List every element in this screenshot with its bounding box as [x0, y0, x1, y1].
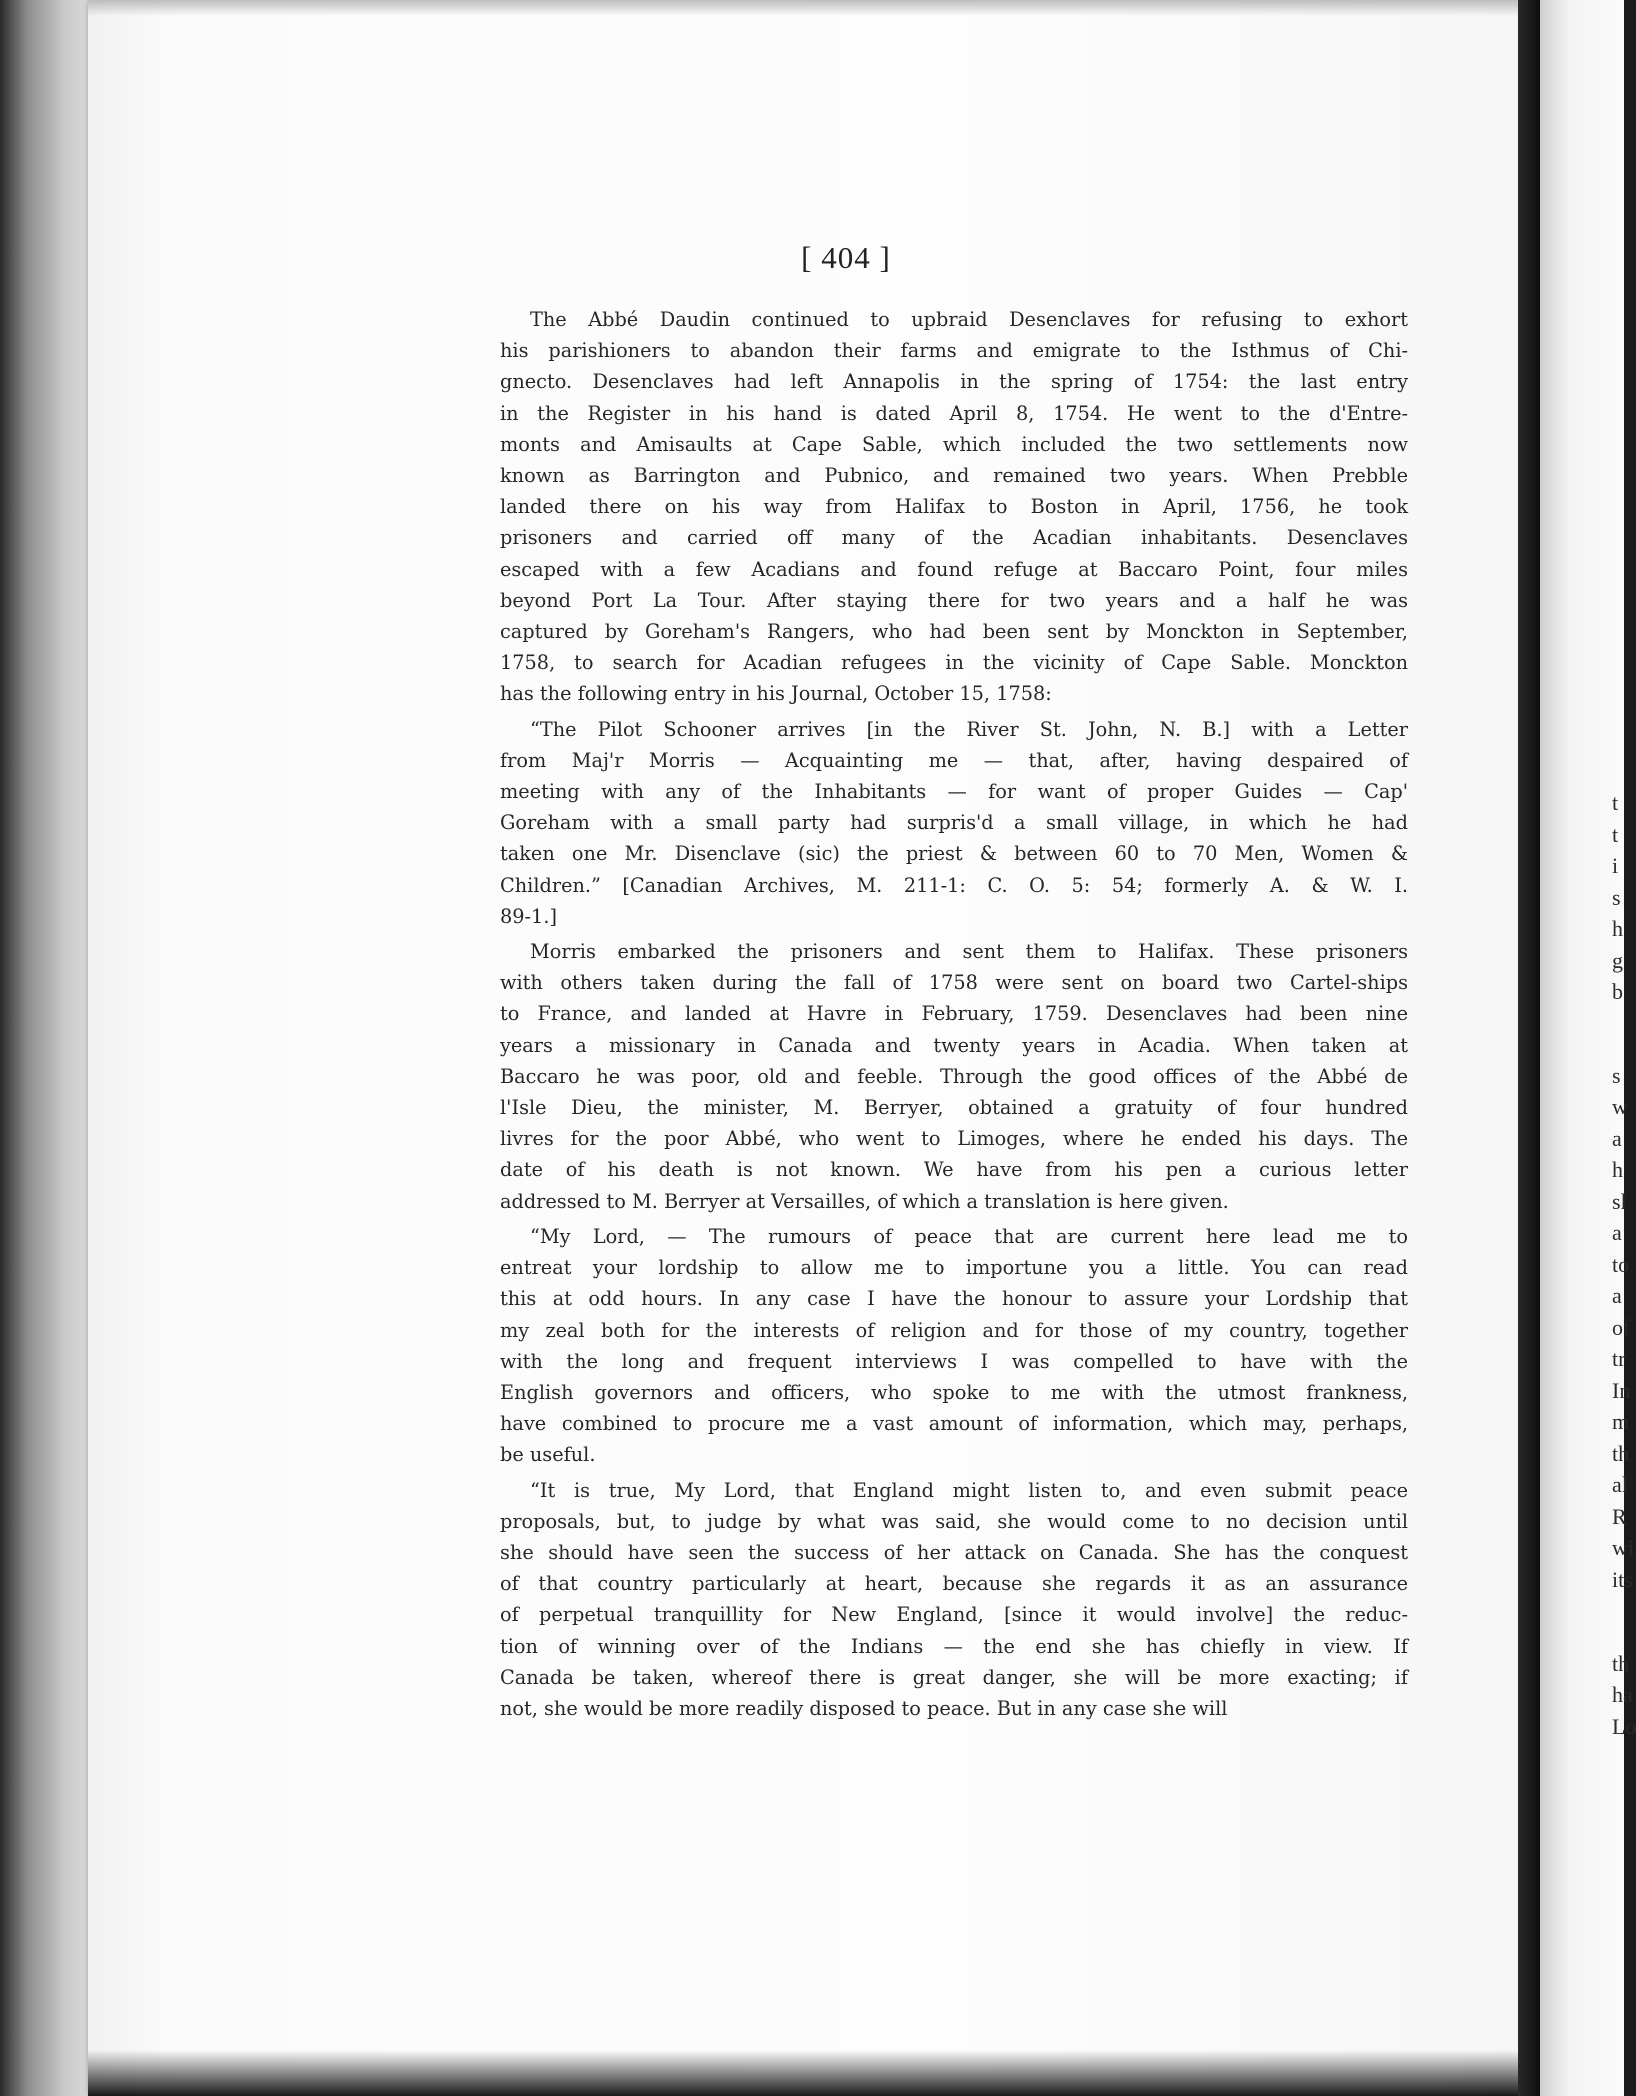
paragraph: [500, 714, 1408, 932]
facing-page-text-fragment: t: [1612, 822, 1619, 847]
page-top-shadow: [88, 0, 1518, 16]
page-bottom-shadow: [88, 2050, 1518, 2096]
paragraph: [500, 1475, 1408, 1725]
text-line: English governors and officers, who spoke to me with the utmost frankness,: [500, 1380, 1408, 1404]
text-line: tion of winning over of the Indians — the end she has chiefly in view. If: [500, 1634, 1408, 1658]
text-line: prisoners and carried off many of the Acadian inhabitants. Desenclaves: [500, 526, 1408, 550]
text-line: gnecto. Desenclaves had left Annapolis in the spring of 1754: the last entry: [500, 370, 1408, 394]
facing-page-text-fragment: ha: [1612, 1682, 1633, 1707]
text-line: captured by Goreham's Rangers, who had been sent by Monckton in September,: [500, 620, 1408, 644]
text-line: “The Pilot Schooner arrives [in the River St. John, N. B.] with a Letter: [530, 717, 1408, 741]
text-line: this at odd hours. In any case I have the honour to assure your Lordship that: [500, 1287, 1408, 1311]
facing-page-text-fragment: tr: [1612, 1346, 1626, 1371]
facing-page-text-fragment: s: [1612, 885, 1621, 910]
facing-page-text-fragment: to: [1612, 1252, 1630, 1277]
text-line: Children.” [Canadian Archives, M. 211-1: C. O. 5: 54; formerly A. & W. I.: [500, 873, 1408, 897]
text-line: landed there on his way from Halifax to Boston in April, 1756, he took: [500, 495, 1408, 519]
body-text: [500, 304, 1408, 1724]
paragraph: [500, 1221, 1408, 1471]
facing-page-text-fragment: h: [1612, 916, 1623, 941]
left-page-edge: [0, 0, 92, 2096]
facing-page-text-fragment: a: [1612, 1220, 1622, 1245]
text-line: entreat your lordship to allow me to importune you a little. You can read: [500, 1256, 1408, 1280]
text-line: my zeal both for the interests of religion and for those of my country, together: [500, 1318, 1408, 1342]
text-line: not, she would be more readily disposed to peace. But in any case she will: [500, 1696, 1228, 1720]
text-line: taken one Mr. Disenclave (sic) the priest & between 60 to 70 Men, Women &: [500, 842, 1408, 866]
facing-page-edge: [1540, 0, 1636, 2096]
text-line: l'Isle Dieu, the minister, M. Berryer, obtained a gratuity of four hundred: [500, 1096, 1408, 1120]
text-line: with others taken during the fall of 1758 were sent on board two Cartel-ships: [500, 971, 1408, 995]
facing-page-text-fragment: t: [1612, 790, 1619, 815]
facing-page-text-fragment: Lo: [1612, 1714, 1636, 1739]
text-line: addressed to M. Berryer at Versailles, of which a translation is here given.: [500, 1189, 1229, 1213]
text-line: meeting with any of the Inhabitants — for want of proper Guides — Cap': [500, 780, 1408, 804]
facing-page-text-fragment: w: [1612, 1094, 1628, 1119]
text-line: date of his death is not known. We have from his pen a curious letter: [500, 1158, 1408, 1182]
text-line: years a missionary in Canada and twenty years in Acadia. When taken at: [500, 1033, 1408, 1057]
text-line: The Abbé Daudin continued to upbraid Desenclaves for refusing to exhort: [530, 308, 1408, 331]
facing-page-text-fragment: In: [1612, 1378, 1631, 1403]
text-line: 89-1.]: [500, 904, 557, 928]
facing-page-text-fragment: R: [1612, 1504, 1627, 1529]
text-line: to France, and landed at Havre in February, 1759. Desenclaves had been nine: [500, 1002, 1408, 1026]
text-line: proposals, but, to judge by what was said, she would come to no decision until: [500, 1509, 1408, 1533]
text-line: with the long and frequent interviews I was compelled to have with the: [500, 1349, 1408, 1373]
text-line: beyond Port La Tour. After staying there for two years and a half he was: [500, 588, 1408, 612]
text-line: his parishioners to abandon their farms and emigrate to the Isthmus of Chi-: [500, 339, 1408, 363]
text-line: Baccaro he was poor, old and feeble. Through the good offices of the Abbé de: [500, 1064, 1408, 1088]
text-line: Morris embarked the prisoners and sent them to Halifax. These prisoners: [530, 940, 1408, 964]
text-line: “My Lord, — The rumours of peace that are current here lead me to: [530, 1224, 1408, 1248]
facing-page-text-fragment: m: [1612, 1409, 1630, 1434]
text-line: has the following entry in his Journal, October 15, 1758:: [500, 682, 1052, 706]
facing-page-text-fragment: al: [1612, 1472, 1628, 1497]
text-line: of that country particularly at heart, because she regards it as an assurance: [500, 1572, 1408, 1596]
text-line: escaped with a few Acadians and found refuge at Baccaro Point, four miles: [500, 557, 1408, 581]
text-line: of perpetual tranquillity for New England, [since it would involve] the reduc-: [500, 1603, 1408, 1627]
facing-page-text-fragment: s: [1612, 1063, 1621, 1088]
facing-page-text-fragment: a: [1612, 1126, 1622, 1151]
facing-page-text-fragment: of: [1612, 1315, 1631, 1340]
facing-page-text-fragment: th: [1612, 1651, 1630, 1676]
text-line: have combined to procure me a vast amount of information, which may, perhaps,: [500, 1412, 1408, 1436]
facing-page-text-fragment: g: [1612, 948, 1623, 973]
facing-page-text-fragment: i: [1612, 853, 1619, 878]
facing-page-text-fragment: wi: [1612, 1535, 1634, 1560]
book-gutter: [1518, 0, 1540, 2096]
text-line: 1758, to search for Acadian refugees in the vicinity of Cape Sable. Monckton: [500, 651, 1408, 675]
text-line: Goreham with a small party had surpris'd a small village, in which he had: [500, 811, 1408, 835]
paragraph: [500, 936, 1408, 1217]
page-number: [ 404 ]: [801, 240, 891, 275]
text-line: she should have seen the success of her attack on Canada. She has the conquest: [500, 1540, 1408, 1564]
paragraph: [500, 304, 1408, 710]
text-line: be useful.: [500, 1443, 596, 1467]
facing-page-text-fragment: b: [1612, 979, 1623, 1004]
facing-page-text-fragment: a: [1612, 1283, 1622, 1308]
text-line: known as Barrington and Pubnico, and remained two years. When Prebble: [500, 464, 1408, 488]
text-line: livres for the poor Abbé, who went to Limoges, where he ended his days. The: [500, 1127, 1408, 1151]
facing-page-text-fragment: its: [1612, 1567, 1633, 1592]
text-line: “It is true, My Lord, that England might listen to, and even submit peace: [530, 1478, 1408, 1502]
facing-page-text-fragment: sl: [1612, 1189, 1627, 1214]
facing-page-text-fragment: h: [1612, 1157, 1623, 1182]
text-line: in the Register in his hand is dated April 8, 1754. He went to the d'Entre-: [500, 401, 1408, 425]
text-line: Canada be taken, whereof there is great danger, she will be more exacting; if: [500, 1665, 1408, 1689]
facing-page-text-fragment: th: [1612, 1441, 1630, 1466]
text-line: monts and Amisaults at Cape Sable, which included the two settlements now: [500, 432, 1408, 456]
text-line: from Maj'r Morris — Acquainting me — that, after, having despaired of: [500, 748, 1408, 772]
